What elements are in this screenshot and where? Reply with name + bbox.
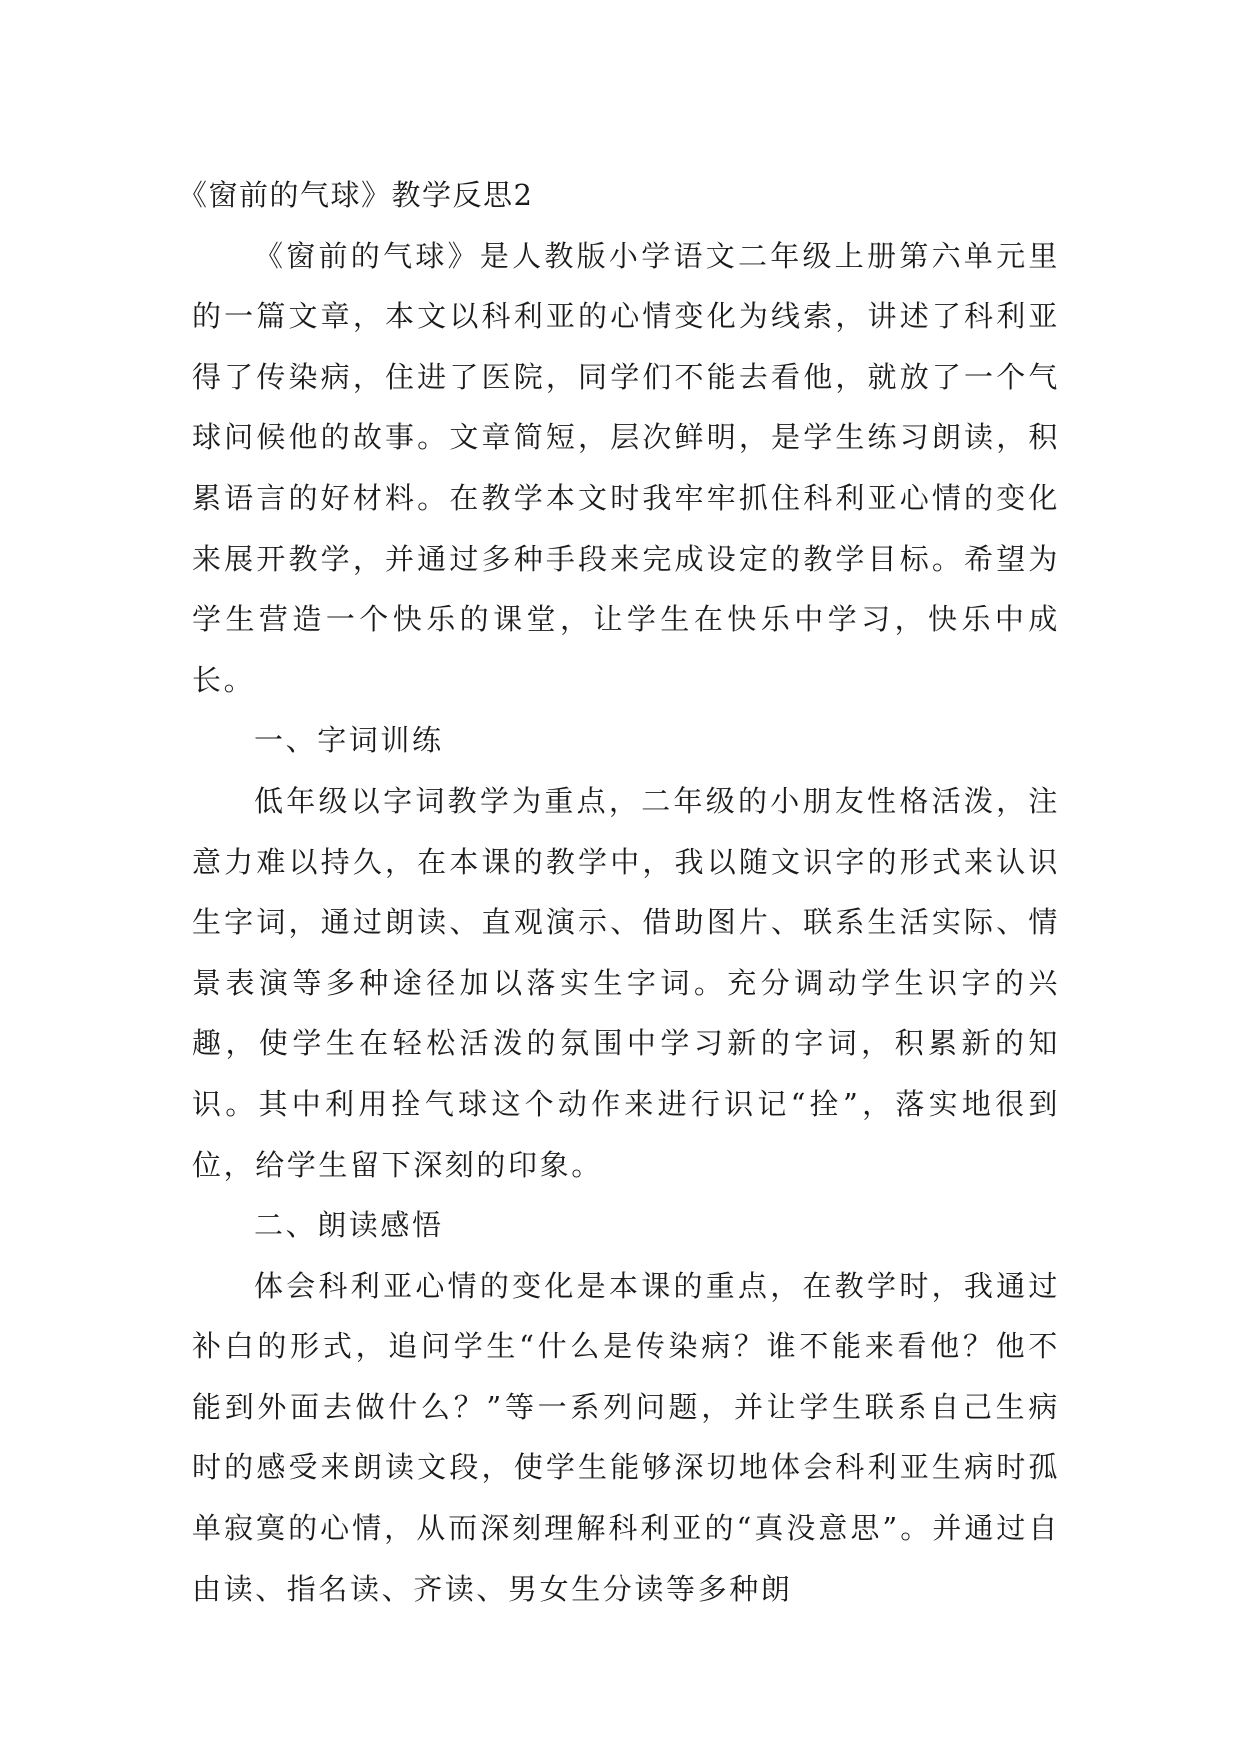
reading-paragraph: 体会科利亚心情的变化是本课的重点，在教学时，我通过补白的形式，追问学生“什么是传染病？谁不能来看他？他不能到外面去做什么？”等一系列问题，并让学生联系自己生病时的感受来朗读文段，使学生能够深切地体会科利亚生病时孤单寂寞的心情，从而深刻理解科利亚的“真没意思”。并通过自由读、指名读、齐读、男女生分读等多种朗	[192, 1268, 1060, 1606]
vocabulary-paragraph: 低年级以字词教学为重点，二年级的小朋友性格活泼，注意力难以持久，在本课的教学中，我以随文识字的形式来认识生字词，通过朗读、直观演示、借助图片、联系生活实际、情景表演等多种途径加以落实生字词。充分调动学生识字的兴趣，使学生在轻松活泼的氛围中学习新的字词，积累新的知识。其中利用拴气球这个动作来进行识记“拴”，落实地很到位，给学生留下深刻的印象。	[192, 783, 1060, 1182]
document-body	[178, 165, 1060, 1619]
section-heading-reading: 二、朗读感悟	[254, 1208, 444, 1243]
section-heading-vocabulary: 一、字词训练	[254, 723, 444, 758]
intro-paragraph: 《窗前的气球》是人教版小学语文二年级上册第六单元里的一篇文章，本文以科利亚的心情变化为线索，讲述了科利亚得了传染病，住进了医院，同学们不能去看他，就放了一个气球问候他的故事。文章简短，层次鲜明，是学生练习朗读，积累语言的好材料。在教学本文时我牢牢抓住科利亚心情的变化来展开教学，并通过多种手段来完成设定的教学目标。希望为学生营造一个快乐的课堂，让学生在快乐中学习，快乐中成长。	[192, 238, 1060, 697]
document-title: 《窗前的气球》教学反思2	[178, 178, 534, 212]
